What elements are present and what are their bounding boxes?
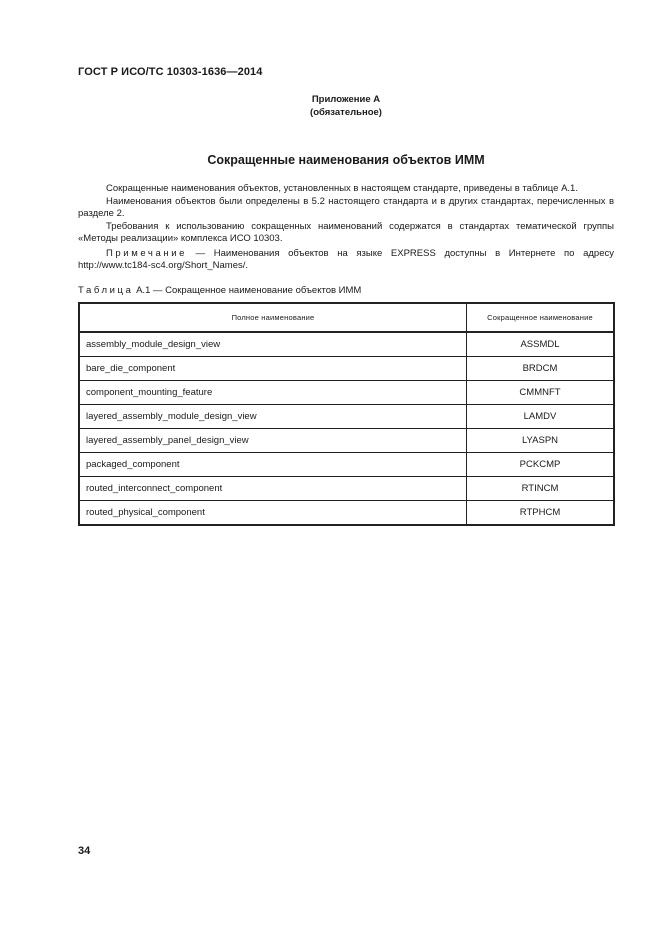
note-text: — Наименования объектов на языке EXPRESS доступны в Интернете по адресу http://www.tc184-sc4.org/Short_Names/. [78,247,614,271]
body-text [78,183,614,273]
short-name-cell: RTINCM [467,477,615,501]
appendix-heading [0,93,661,119]
table-caption [78,285,361,296]
table-row [79,357,614,381]
full-name-cell: component_mounting_feature [79,381,467,405]
short-name-cell: LYASPN [467,429,615,453]
appendix-title: Приложение А [311,94,381,105]
appendix-status: (обязательное) [310,107,382,118]
page-number: 34 [78,845,91,857]
table-caption-label: Таблица [78,285,134,296]
table-row [79,381,614,405]
paragraph-1: Сокращенные наименования объектов, установленных в настоящем стандарте, приведены в таблице А.1. [106,183,578,194]
short-name-cell: LAMDV [467,405,615,429]
full-name-cell: layered_assembly_panel_design_view [79,429,467,453]
table-row [79,405,614,429]
note-paragraph [78,248,614,273]
full-name-cell: assembly_module_design_view [79,332,467,357]
short-name-cell: BRDCM [467,357,615,381]
full-name-cell: bare_die_component [79,357,467,381]
column-header-short-name: Сокращенное наименование [467,303,615,332]
short-name-cell: CMMNFT [467,381,615,405]
full-name-cell: packaged_component [79,453,467,477]
note-label: Примечание [106,247,187,259]
table-caption-text: А.1 — Сокращенное наименование объектов ИММ [133,285,362,296]
paragraph-2: Наименования объектов были определены в 5.2 настоящего стандарта и в других стандартах, перечисленных в разделе 2. [78,195,614,219]
section-title: Сокращенные наименования объектов ИММ [207,153,485,167]
full-name-cell: routed_physical_component [79,501,467,526]
table-row [79,332,614,357]
full-name-cell: routed_interconnect_component [79,477,467,501]
standard-id: ГОСТ Р ИСО/ТС 10303-1636—2014 [78,66,263,78]
table-header-row [79,303,614,332]
paragraph-3: Требования к использованию сокращенных наименований содержатся в стандартах тематической группы «Методы реализации» комплекса ИСО 10303. [78,220,614,244]
short-names-table [78,302,615,526]
short-name-cell: RTPHCM [467,501,615,526]
table-row [79,501,614,526]
table-row [79,453,614,477]
table-row [79,429,614,453]
table-row [79,477,614,501]
full-name-cell: layered_assembly_module_design_view [79,405,467,429]
column-header-full-name: Полное наименование [79,303,467,332]
short-name-cell: ASSMDL [467,332,615,357]
short-name-cell: PCKCMP [467,453,615,477]
